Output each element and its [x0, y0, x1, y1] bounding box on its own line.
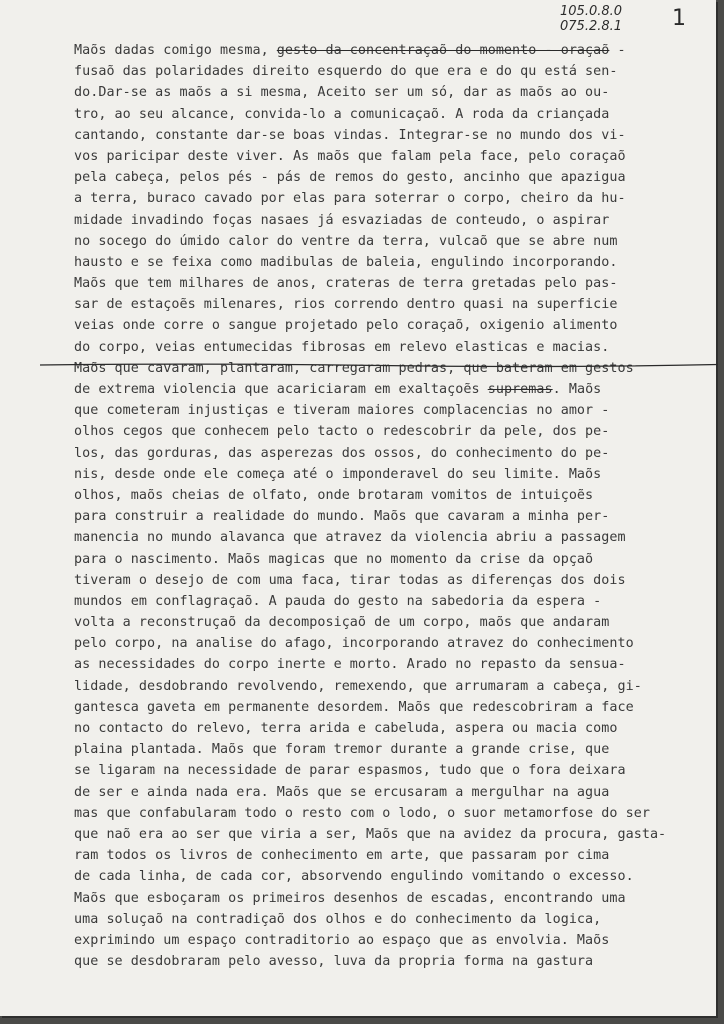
text-line: sar de estaçoẽs milenares, rios correndo dentro quasi na superficie [74, 297, 618, 313]
text-line: cantando, constante dar-se boas vindas. Integrar-se no mundo dos vi- [74, 127, 626, 143]
handwritten-divider-line [40, 362, 718, 368]
text-line: de extrema violencia que acariciaram em exaltaçoẽs supremas. Maõs [74, 382, 602, 397]
text-line: ram todos os livros de conhecimento em arte, que passaram por cima [74, 848, 610, 864]
text-line: hausto e se feixa como madibulas de baleia, engulindo incorporando. [74, 254, 618, 270]
text-line: que se desdobraram pelo avesso, luva da propria forma na gastura [74, 954, 594, 970]
text-line: que cometeram injustiças e tiveram maiores complacencias no amor - [74, 403, 610, 419]
text-line: exprimindo um espaço contraditorio ao espaço que as envolvia. Maõs [74, 932, 610, 948]
text-line: uma soluçaõ na contradiçaõ dos olhos e do conhecimento da logica, [74, 911, 602, 927]
text-line: gantesca gaveta em permanente desordem. Maõs que redescobriram a face [74, 699, 634, 715]
text-line: plaina plantada. Maõs que foram tremor durante a grande crise, que [74, 742, 610, 758]
text-line: se ligaram na necessidade de parar espasmos, tudo que o fora deixara [74, 763, 626, 779]
text-line: do corpo, veias entumecidas fibrosas em relevo elasticas e macias. [74, 339, 610, 355]
text-line: olhos cegos que conhecem pelo tacto o redescobrir da pele, dos pe- [74, 424, 610, 440]
crossed-out-text: gesto da concentraçaõ do momento - oraçaõ [276, 43, 610, 58]
typed-text [74, 40, 714, 972]
text-line: los, das gorduras, das asperezas dos ossos, do conhecimento do pe- [74, 445, 610, 461]
text-line: Maõs dadas comigo mesma, gesto da concentraçaõ do momento - oraçaõ - [74, 43, 626, 58]
archive-numbers [560, 4, 622, 34]
text-line: Maõs que esboçaram os primeiros desenhos de escadas, encontrando uma [74, 890, 626, 906]
text-line: tiveram o desejo de com uma faca, tirar todas as diferenças dos dois [74, 572, 626, 588]
text-line: no contacto do relevo, terra arida e cabeluda, aspera ou macia como [74, 721, 618, 736]
text-line: que naõ era ao ser que viria a ser, Maõs que na avidez da procura, gasta- [74, 826, 667, 842]
text-line: fusaõ das polaridades direito esquerdo do que era e do qu está sen- [74, 64, 618, 80]
text-line: para construir a realidade do mundo. Maõs que cavaram a minha per- [74, 509, 610, 525]
text-line: vos paricipar deste viver. As maõs que falam pela face, pelo coraçaõ [74, 148, 626, 164]
text-section-2 [74, 358, 714, 972]
text-line: Maõs que tem milhares de anos, crateras de terra gretadas pelo pas- [74, 276, 618, 292]
page-number: 1 [672, 6, 686, 31]
text-line: a terra, buraco cavado por elas para soterrar o corpo, cheiro da hu- [74, 191, 626, 207]
text-line: lidade, desdobrando revolvendo, remexendo, que arrumaram a cabeça, gi- [74, 678, 642, 694]
text-line: volta a reconstruçaõ da decomposiçaõ de um corpo, maõs que andaram [74, 615, 610, 631]
text-line: no socego do úmido calor do ventre da terra, vulcaõ que se abre num [74, 233, 618, 249]
text-line: midade invadindo foças nasaes já esvaziadas de conteudo, o aspirar [74, 212, 610, 228]
archive-number-2: 075.2.8.1 [560, 19, 623, 34]
text-line: as necessidades do corpo inerte e morto. Arado no repasto da sensua- [74, 657, 626, 673]
text-line: olhos, maõs cheias de olfato, onde brotaram vomitos de intuiçoẽs [74, 487, 594, 503]
text-line: Maõs que cavaram, plantaram, carregaram pedras, que bateram em gestos [74, 360, 634, 376]
text-line: manencia no mundo alavanca que atravez da violencia abriu a passagem [74, 530, 626, 546]
text-line: para o nascimento. Maõs magicas que no momento da crise da opçaõ [74, 551, 594, 567]
text-line: de cada linha, de cada cor, absorvendo engulindo vomitando o excesso. [74, 869, 634, 885]
text-line: mas que confabularam todo o resto com o lodo, o suor metamorfose do ser [74, 805, 650, 821]
text-line: nis, desde onde ele começa até o imponderavel do seu limite. Maõs [74, 466, 602, 482]
crossed-out-text: supremas [487, 382, 553, 397]
text-line: tro, ao seu alcance, convida-lo a comunicaçaõ. A roda da criançada [74, 106, 610, 122]
archive-number-1: 105.0.8.0 [560, 4, 623, 19]
text-line: pelo corpo, na analise do afago, incorporando atravez do conhecimento [74, 636, 634, 652]
text-line: do.Dar-se as maõs a si mesma, Aceito ser um só, dar as maõs ao ou- [74, 85, 610, 101]
text-line: veias onde corre o sangue projetado pelo coraçaõ, oxigenio alimento [74, 318, 618, 334]
text-line: pela cabeça, pelos pés - pás de remos do gesto, ancinho que apazigua [74, 170, 626, 186]
text-section-1 [74, 40, 714, 358]
text-line: mundos em conflagraçaõ. A pauda do gesto na sabedoria da espera - [74, 593, 602, 609]
text-line: de ser e ainda nada era. Maõs que se ercusaram a mergulhar na agua [74, 784, 610, 800]
